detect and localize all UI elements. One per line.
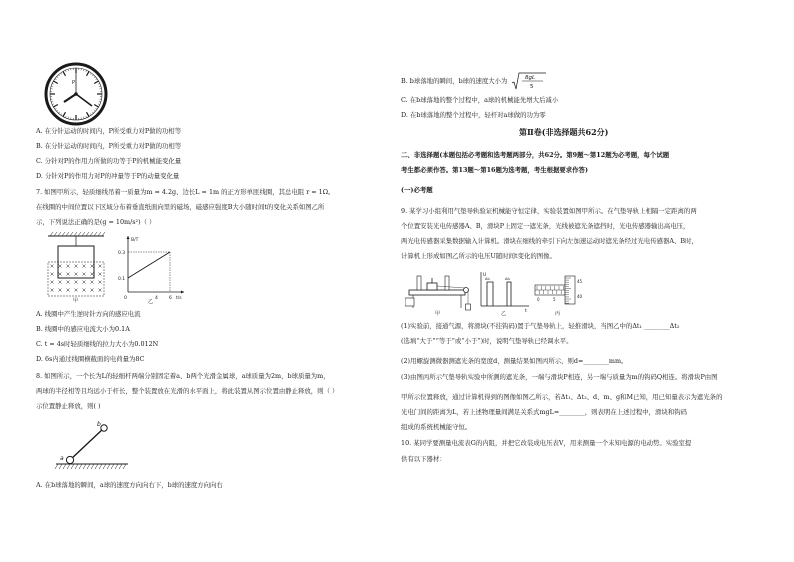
q9-stem-line-1: 9. 某学习小组利用气垫导轨验证机械能守恒定律，实验装置如图甲所示。在气垫导轨上相隔一定距离的两 bbox=[401, 207, 697, 215]
q7-option-c: C. t = 4s时轻质细线的拉力大小为0.012N bbox=[36, 340, 159, 348]
graph-x-tick-4: 4 bbox=[155, 296, 158, 301]
q9-part-2: (2)用螺旋测微器测遮光条的宽度d，测量结果如图丙所示，则d=________mm。 bbox=[401, 357, 628, 365]
hatch-mark bbox=[66, 232, 69, 236]
hatch-mark bbox=[103, 464, 106, 469]
hatch-mark bbox=[107, 464, 110, 469]
hatch-mark bbox=[74, 232, 77, 236]
delta-t1-label: Δt₁ bbox=[485, 277, 491, 281]
hatch-mark bbox=[59, 464, 62, 469]
section-2-instructions-line-1: 二、非选择题(本题包括必考题和选考题两部分，共62分。第9题～第12题为必考题，每个试题 bbox=[401, 151, 670, 159]
q8-option-d: D. 在b球落地的整个过程中，轻杆对a球做的功为零 bbox=[401, 111, 546, 119]
pulse-2 bbox=[507, 282, 511, 306]
q9-part-3-line-4: 组成的系统机械能守恒。 bbox=[401, 423, 472, 431]
q7-figure-graph bbox=[118, 232, 188, 304]
hatch-mark bbox=[94, 232, 97, 236]
section-2-title: 第Ⅱ卷(非选择题共62分) bbox=[519, 127, 609, 137]
q7-option-d: D. 6s内通过线圈横截面的电荷量为8C bbox=[36, 355, 145, 363]
q8-stem-line-2: 两球的半径相等且均远小于杆长，整个装置放在光滑的水平面上，将此装置从图示位置由静止释放，则（ ） bbox=[36, 387, 339, 395]
q7-option-b: B. 线圈中的感应电流大小为0.1A bbox=[36, 325, 130, 333]
magnetic-field-region bbox=[48, 262, 104, 296]
hatch-mark bbox=[82, 232, 85, 236]
q9-part-1-cont: (选填“大于”“等于”或“小于”)时，说明气垫导轨已经调水平。 bbox=[401, 337, 573, 345]
sensor-a bbox=[417, 276, 421, 290]
q9-stem-line-3: 两光电传感器采集数据输入计算机。滑块在细线的牵引下向左加速运动时遮光条经过光电传感器A、B时， bbox=[401, 237, 698, 245]
q9-figure-micrometer bbox=[533, 268, 591, 316]
hatch-mark bbox=[86, 232, 89, 236]
hatch-mark bbox=[70, 232, 73, 236]
q7-stem-line-1: 7. 如图甲所示，轻质细线吊着一质量为m = 4.2g、边长L = 1m 的正方形单匝线圈，其总电阻 r = 1Ω。 bbox=[36, 188, 335, 196]
hatch-mark bbox=[115, 464, 118, 469]
q8-option-b-text: B. b球落地的瞬间，b球的速度大小为 bbox=[401, 77, 508, 85]
delta-t2-label: Δt₂ bbox=[505, 277, 511, 281]
hatch-mark bbox=[111, 464, 114, 469]
voltage-axis-label: U bbox=[483, 273, 487, 278]
sqrt-denominator: 5 bbox=[530, 84, 534, 90]
q9-part-3: (3)由图丙所示气垫导轨实验中所测的遮光条，一端与滑块P相连，另一端与质量为m的钩码Q相连。将滑块P由图 bbox=[401, 373, 718, 381]
hatch-mark bbox=[55, 464, 58, 469]
q8-stem-line-3: 示位置静止释放，则( ) bbox=[36, 402, 101, 410]
q7-stem-line-2: 在线圈的中间位置以下区域分布着垂直纸面向里的磁场，磁感应强度B大小随时间t的变化关系如图乙所 bbox=[36, 203, 325, 211]
sqrt-numerator: 8gL bbox=[525, 75, 536, 81]
q7-option-a: A. 线圈中产生逆时针方向的感应电流 bbox=[36, 310, 141, 318]
scale-number-40: 40 bbox=[577, 294, 583, 299]
ball-b bbox=[101, 425, 107, 431]
q9-figure-air-track bbox=[405, 268, 471, 316]
q8-option-b bbox=[401, 71, 547, 91]
graph-x-tick-6: 6 bbox=[169, 296, 172, 301]
q10-stem-line-2: 供有以下器材： bbox=[401, 455, 446, 463]
q10-stem-line-1: 10. 某同学要测量电流表G的内阻，并把它改装成电压表V，用来测量一个未知电源的电动势。实验室提 bbox=[401, 439, 692, 447]
hatch-mark bbox=[119, 464, 122, 469]
sqrt-radical-sign bbox=[511, 71, 547, 91]
pulse-1 bbox=[487, 282, 493, 306]
graph-x-tick-origin: 0 bbox=[124, 296, 127, 301]
computer bbox=[405, 298, 414, 306]
time-axis-label: t bbox=[525, 309, 527, 314]
graph-x-axis-label: t/s bbox=[176, 296, 182, 301]
hook-weight-q bbox=[466, 304, 471, 310]
q6-option-c: C. 分针对P的作用力所做的功等于P的机械能变化量 bbox=[36, 157, 182, 165]
q9-stem-line-2: 个位置安装光电传感器A、B，滑块P上固定一遮光条，光线被遮光条遮挡时，光电传感器输出高电压， bbox=[401, 222, 690, 230]
q9-figure-caption-a: 甲 bbox=[435, 311, 441, 316]
hatch-mark bbox=[79, 464, 82, 469]
q8-figure-rod bbox=[52, 418, 132, 474]
hatch-mark bbox=[90, 232, 93, 236]
light-rod bbox=[70, 428, 104, 460]
scale-number-0: 0 bbox=[537, 297, 540, 302]
q9-part-3-line-3: 光电门间的距离为L，若上述物理量间满足关系式mgL=________，则表明在上述过程中，滑块和钩码 bbox=[401, 408, 688, 416]
right-column bbox=[397, 0, 794, 562]
q7-figure-right-caption: 乙 bbox=[148, 299, 154, 304]
slider-p bbox=[427, 283, 437, 290]
q7-figure-left-caption: 甲 bbox=[73, 298, 79, 304]
q9-part-1: (1)实验前，接通气源，将滑块(不挂钩码)置于气垫导轨上，轻推滑块，当图乙中的Δt₁ ________Δt₂ bbox=[401, 322, 680, 330]
q9-figure-caption-c: 丙 bbox=[555, 311, 561, 316]
ground-hatch bbox=[55, 464, 126, 469]
ceiling-hatch bbox=[50, 232, 105, 236]
q6-option-a: A. 在分针运动的时间内，P所受重力对P做的功相等 bbox=[36, 127, 182, 135]
q9-figure-voltage-graph bbox=[477, 268, 531, 316]
q9-figure-caption-b: 乙 bbox=[501, 311, 507, 316]
sensor-b bbox=[445, 276, 449, 290]
clock-figure bbox=[44, 62, 108, 126]
hatch-mark bbox=[87, 464, 90, 469]
scale-number-45: 45 bbox=[577, 279, 583, 284]
graph-y-tick-low: 0.1 bbox=[118, 277, 126, 282]
graph-y-axis-label: B/T bbox=[131, 238, 139, 243]
hatch-mark bbox=[71, 464, 74, 469]
hatch-mark bbox=[95, 464, 98, 469]
hatch-mark bbox=[83, 464, 86, 469]
q6-option-d: D. 分针对P的作用力对P的冲量等于P的动量变化量 bbox=[36, 172, 180, 180]
q8-stem-line-1: 8. 如图所示，一个长为L的轻细杆两端分别固定着a、b两个光滑金属球，a球质量为2m，b球质量为m， bbox=[36, 372, 330, 380]
hatch-mark bbox=[98, 232, 101, 236]
ball-a bbox=[66, 456, 73, 463]
q8-option-c: C. 在b球落地的整个过程中，a球的机械能先增大后减小 bbox=[401, 96, 559, 104]
hatch-mark bbox=[102, 232, 105, 236]
graph-y-tick-high: 0.3 bbox=[118, 251, 126, 256]
scale-number-5: 5 bbox=[553, 297, 556, 302]
hatch-mark bbox=[99, 464, 102, 469]
ball-b-label: b bbox=[97, 421, 101, 428]
hatch-mark bbox=[78, 232, 81, 236]
q9-stem-line-4: 计算机上形成如图乙所示的电压U随时间t变化的图像。 bbox=[401, 252, 556, 260]
hatch-mark bbox=[75, 464, 78, 469]
section-2-instructions-line-2: 考生都必须作答。第13题～第16题为选考题，考生根据要求作答) bbox=[401, 166, 588, 174]
q7-stem-line-3: 示，下列说法正确的是(g = 10m/s²)（ ） bbox=[36, 218, 156, 226]
hatch-mark bbox=[91, 464, 94, 469]
required-questions-label: (一)必考题 bbox=[401, 186, 433, 194]
hatch-mark bbox=[67, 464, 70, 469]
hatch-mark bbox=[62, 232, 65, 236]
q8-option-a: A. 在b球落地的瞬间，a球的速度方向向右下，b球的速度方向向右 bbox=[36, 481, 223, 489]
q9-part-3-line-2: 甲所示位置释放，通过计算机得到的图像如图乙所示，若Δt₁、Δt₂、d、m、g和M已知，用已知量表示为遮光条的 bbox=[401, 393, 723, 401]
hatch-mark bbox=[54, 232, 57, 236]
air-track bbox=[409, 290, 465, 295]
ball-a-label: a bbox=[60, 455, 64, 462]
hatch-mark bbox=[50, 232, 53, 236]
pulley bbox=[464, 288, 469, 293]
svg-text:P: P bbox=[72, 80, 76, 86]
q6-option-b: B. 在分针运动的时间内，P所受重力对P做的功相等 bbox=[36, 142, 182, 150]
q7-figure-coil bbox=[40, 232, 112, 304]
hatch-mark bbox=[123, 464, 126, 469]
hatch-mark bbox=[58, 232, 61, 236]
b-t-line bbox=[128, 252, 170, 278]
sqrt-expression bbox=[511, 71, 547, 91]
hatch-mark bbox=[63, 464, 66, 469]
